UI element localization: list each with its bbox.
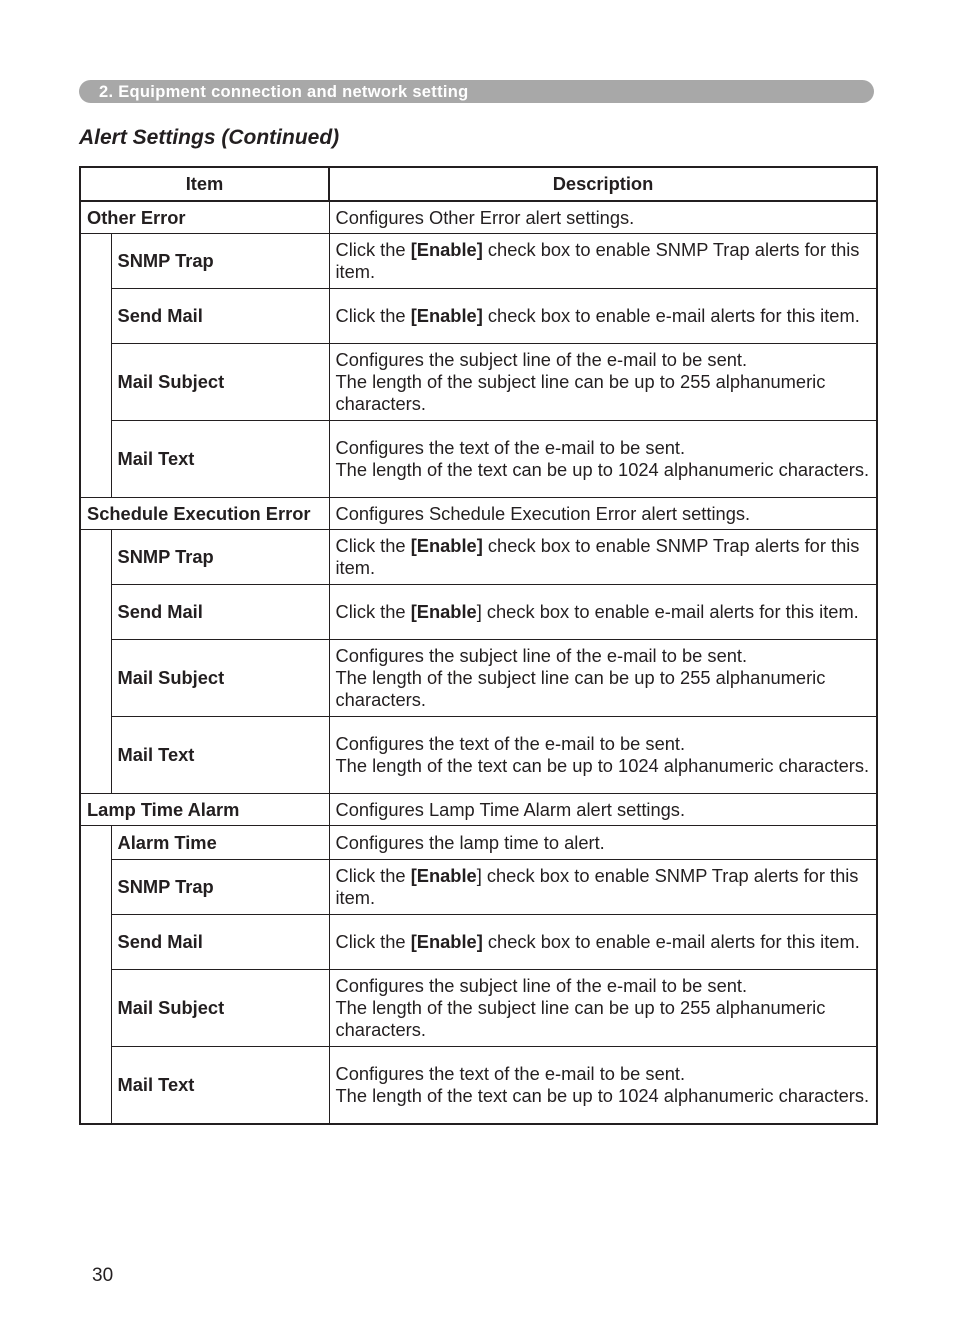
item-description: [329, 640, 877, 717]
description-line: Configures the lamp time to alert.: [335, 831, 605, 853]
description-line: Configures the subject line of the e-mail to be sent.: [335, 349, 748, 370]
description-text: check box to enable SNMP Trap alerts for this item.: [335, 535, 860, 578]
description-line: The length of the text can be up to 1024 alphanumeric characters.: [335, 459, 870, 480]
description-text: ] check box to enable e-mail alerts for this item.: [476, 601, 859, 622]
item-name: Mail Text: [111, 421, 329, 498]
description-line: Configures the text of the e-mail to be sent.: [335, 437, 686, 458]
description-line: Configures the text of the e-mail to be sent.: [335, 733, 686, 754]
enable-option-label: [Enable]: [410, 239, 483, 260]
description-line: The length of the text can be up to 1024 alphanumeric characters.: [335, 1085, 870, 1106]
item-name: SNMP Trap: [111, 860, 329, 915]
alert-settings-table: [79, 166, 878, 1125]
description-line: Configures the subject line of the e-mail to be sent.: [335, 975, 748, 996]
item-name: Alarm Time: [111, 826, 329, 860]
description-text: Click the: [335, 305, 411, 326]
description-text: Click the: [335, 865, 411, 886]
indent-cell: [80, 530, 111, 794]
table-row: [80, 289, 877, 344]
table-row: [80, 970, 877, 1047]
item-name: Send Mail: [111, 289, 329, 344]
description-line: Configures the text of the e-mail to be sent.: [335, 1063, 686, 1084]
item-description: [329, 421, 877, 498]
description-text: Click the: [335, 931, 411, 952]
item-description: [329, 530, 877, 585]
indent-cell: [80, 234, 111, 498]
table-group-row: [80, 498, 877, 530]
enable-option-label: [Enable: [410, 601, 477, 622]
item-description: [329, 234, 877, 289]
item-description: [329, 915, 877, 970]
item-name: Mail Subject: [111, 640, 329, 717]
description-line: The length of the subject line can be up to 255 alphanumeric characters.: [335, 997, 826, 1040]
item-name: SNMP Trap: [111, 234, 329, 289]
table-row: [80, 826, 877, 860]
indent-cell: [80, 826, 111, 1125]
description-line: The length of the text can be up to 1024 alphanumeric characters.: [335, 755, 870, 776]
enable-option-label: [Enable: [410, 865, 477, 886]
table-row: [80, 344, 877, 421]
chapter-banner-text: 2. Equipment connection and network setting: [99, 83, 469, 101]
table-row: [80, 915, 877, 970]
table-row: [80, 234, 877, 289]
item-description: [329, 970, 877, 1047]
group-description: Configures Schedule Execution Error alert settings.: [329, 498, 877, 530]
item-description: [329, 860, 877, 915]
description-text: check box to enable e-mail alerts for this item.: [482, 931, 860, 952]
item-name: Send Mail: [111, 585, 329, 640]
table-group-row: [80, 794, 877, 826]
item-description: [329, 585, 877, 640]
table-group-row: [80, 201, 877, 234]
page-number: 30: [92, 1265, 114, 1286]
description-text: ] check box to enable SNMP Trap alerts for this item.: [335, 865, 859, 908]
group-name: Other Error: [80, 201, 329, 234]
item-name: Send Mail: [111, 915, 329, 970]
description-text: check box to enable e-mail alerts for this item.: [482, 305, 860, 326]
table-row: [80, 860, 877, 915]
item-name: SNMP Trap: [111, 530, 329, 585]
description-line: Configures the subject line of the e-mail to be sent.: [335, 645, 748, 666]
description-text: check box to enable SNMP Trap alerts for this item.: [335, 239, 860, 282]
description-line: The length of the subject line can be up to 255 alphanumeric characters.: [335, 667, 826, 710]
description-text: Click the: [335, 239, 411, 260]
item-description: [329, 1047, 877, 1125]
table-row: [80, 421, 877, 498]
section-title: Alert Settings (Continued): [79, 126, 340, 149]
enable-option-label: [Enable]: [410, 931, 483, 952]
group-description: Configures Lamp Time Alarm alert settings.: [329, 794, 877, 826]
description-text: Click the: [335, 601, 411, 622]
item-name: Mail Text: [111, 717, 329, 794]
item-description: [329, 344, 877, 421]
description-line: The length of the subject line can be up to 255 alphanumeric characters.: [335, 371, 826, 414]
table-row: [80, 1047, 877, 1125]
column-header-item: Item: [80, 167, 329, 201]
table-header-row: [80, 167, 877, 201]
group-name: Schedule Execution Error: [80, 498, 329, 530]
table-row: [80, 717, 877, 794]
group-name: Lamp Time Alarm: [80, 794, 329, 826]
enable-option-label: [Enable]: [410, 535, 483, 556]
item-name: Mail Subject: [111, 344, 329, 421]
description-text: Click the: [335, 535, 411, 556]
item-name: Mail Text: [111, 1047, 329, 1125]
item-description: [329, 826, 877, 860]
table-row: [80, 585, 877, 640]
group-description: Configures Other Error alert settings.: [329, 201, 877, 234]
column-header-description: Description: [329, 167, 877, 201]
chapter-banner: [79, 80, 874, 103]
table-row: [80, 640, 877, 717]
enable-option-label: [Enable]: [410, 305, 483, 326]
item-description: [329, 717, 877, 794]
item-name: Mail Subject: [111, 970, 329, 1047]
table-row: [80, 530, 877, 585]
item-description: [329, 289, 877, 344]
